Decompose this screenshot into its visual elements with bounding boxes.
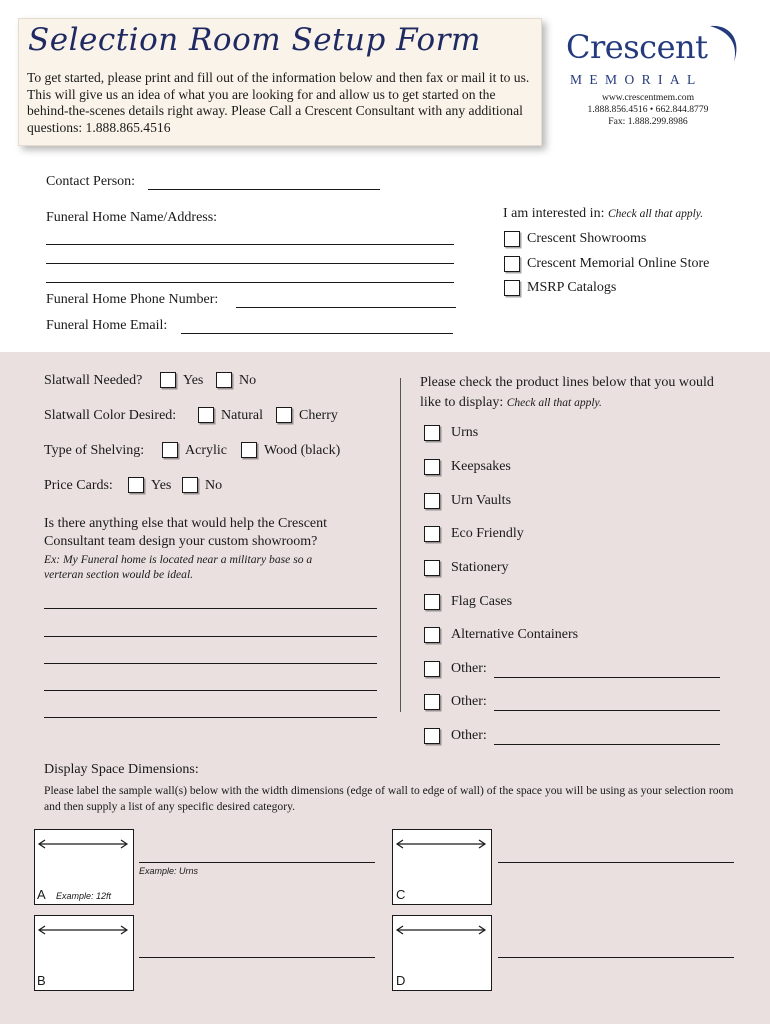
product-label: Eco Friendly [451,526,524,541]
company-phones: 1.888.856.4516 • 662.844.8779 [587,104,709,115]
interest-option-label: Crescent Memorial Online Store [527,256,710,271]
product-label: Stationery [451,560,509,575]
product-other-2-checkbox[interactable] [424,694,440,710]
additional-help-example: Ex: My Funeral home is located near a military base so a verteran section would be ideal. [44,553,313,581]
shelving-wood-label: Wood (black) [264,443,341,458]
slatwall-no-checkbox[interactable] [216,372,232,388]
price-cards-yes-label: Yes [151,478,172,493]
product-urns-checkbox[interactable] [424,425,440,441]
product-stationery-checkbox[interactable] [424,560,440,576]
product-alternative-containers-checkbox[interactable] [424,627,440,643]
color-natural-label: Natural [221,408,263,423]
additional-help-question: Is there anything else that would help the Crescent Consultant team design your custom showroom? [44,516,328,549]
intro-text: To get started, please print and fill out of the information below and then fax or mail it to us. This will give us an idea of what you are looking for and allow us to get started on the behind-the-scenes details right away. Please Call a Crescent Consultant with any additional questions: 1.888.865.4516 [27,70,530,135]
wall-a-category-field[interactable] [139,862,375,863]
contact-person-label: Contact Person: [46,174,136,189]
product-label: Other: [451,694,487,709]
notes-line-5[interactable] [44,717,377,718]
product-other-1-field[interactable] [494,677,720,678]
company-logo-subtitle: MEMORIAL [570,72,703,87]
product-eco-friendly-checkbox[interactable] [424,526,440,542]
product-label: Keepsakes [451,459,511,474]
width-arrow-icon [36,924,130,936]
company-contact-info [560,92,736,128]
phone-label: Funeral Home Phone Number: [46,292,219,307]
wall-c-letter: C [396,887,406,902]
product-label: Other: [451,661,487,676]
slatwall-color-label: Slatwall Color Desired: [44,408,177,423]
product-label: Alternative Containers [451,627,579,642]
slatwall-yes-checkbox[interactable] [160,372,176,388]
product-flag-cases-checkbox[interactable] [424,594,440,610]
interest-online-store-checkbox[interactable] [504,256,520,272]
width-arrow-icon [36,838,130,850]
shelving-acrylic-label: Acrylic [185,443,227,458]
width-arrow-icon [394,924,488,936]
price-cards-no-label: No [205,478,223,493]
product-lines-hint: Check all that apply. [506,397,602,409]
product-urn-vaults-checkbox[interactable] [424,493,440,509]
interest-label: I am interested in: [503,206,605,221]
address-line-1[interactable] [46,244,454,245]
company-fax: Fax: 1.888.299.8986 [608,116,688,127]
color-cherry-checkbox[interactable] [276,407,292,423]
example-category-text: Example: Urns [139,866,199,876]
price-cards-no-checkbox[interactable] [182,477,198,493]
company-website: www.crescentmem.com [601,92,695,103]
wall-d-category-field[interactable] [498,957,734,958]
interest-showrooms-checkbox[interactable] [504,231,520,247]
product-other-3-field[interactable] [494,744,720,745]
interest-heading [503,206,703,222]
product-label: Urn Vaults [451,493,512,508]
product-lines-prompt [420,373,720,413]
interest-option-label: MSRP Catalogs [527,280,617,295]
wall-b-category-field[interactable] [139,957,375,958]
funeral-home-label: Funeral Home Name/Address: [46,210,218,225]
product-label: Urns [451,425,479,440]
width-arrow-icon [394,838,488,850]
interest-option-label: Crescent Showrooms [527,231,647,246]
example-width-text: Example: 12ft [56,891,112,901]
phone-field[interactable] [236,307,456,308]
product-label: Flag Cases [451,594,513,609]
product-other-2-field[interactable] [494,710,720,711]
crescent-moon-icon [700,22,744,66]
wall-a-letter: A [37,887,46,902]
notes-line-4[interactable] [44,690,377,691]
company-logo-wordmark: Crescent [566,28,708,66]
shelving-acrylic-checkbox[interactable] [162,442,178,458]
wall-d-letter: D [396,973,406,988]
notes-line-3[interactable] [44,663,377,664]
color-cherry-label: Cherry [299,408,338,423]
notes-line-1[interactable] [44,608,377,609]
product-label: Other: [451,728,487,743]
price-cards-label: Price Cards: [44,478,113,493]
notes-line-2[interactable] [44,636,377,637]
wall-b-letter: B [37,973,46,988]
color-natural-checkbox[interactable] [198,407,214,423]
shelving-label: Type of Shelving: [44,443,145,458]
slatwall-needed-label: Slatwall Needed? [44,373,143,388]
slatwall-no-label: No [239,373,257,388]
wall-c-category-field[interactable] [498,862,734,863]
contact-person-field[interactable] [148,189,380,190]
interest-msrp-checkbox[interactable] [504,280,520,296]
interest-hint: Check all that apply. [607,208,704,220]
email-field[interactable] [181,333,453,334]
product-keepsakes-checkbox[interactable] [424,459,440,475]
address-line-3[interactable] [46,282,454,283]
form-title: Selection Room Setup Form [28,22,481,58]
product-lines-prompt-text: Please check the product lines below that you would like to display: [420,375,714,410]
dimensions-instructions: Please label the sample wall(s) below with the width dimensions (edge of wall to edge of wall) of the space you will be using as your selection room and then supply a list of any specific desired category. [44,784,734,813]
address-line-2[interactable] [46,263,454,264]
product-other-1-checkbox[interactable] [424,661,440,677]
email-label: Funeral Home Email: [46,318,168,333]
price-cards-yes-checkbox[interactable] [128,477,144,493]
column-divider [400,378,401,712]
shelving-wood-checkbox[interactable] [241,442,257,458]
slatwall-yes-label: Yes [183,373,204,388]
product-other-3-checkbox[interactable] [424,728,440,744]
dimensions-title: Display Space Dimensions: [44,762,199,777]
